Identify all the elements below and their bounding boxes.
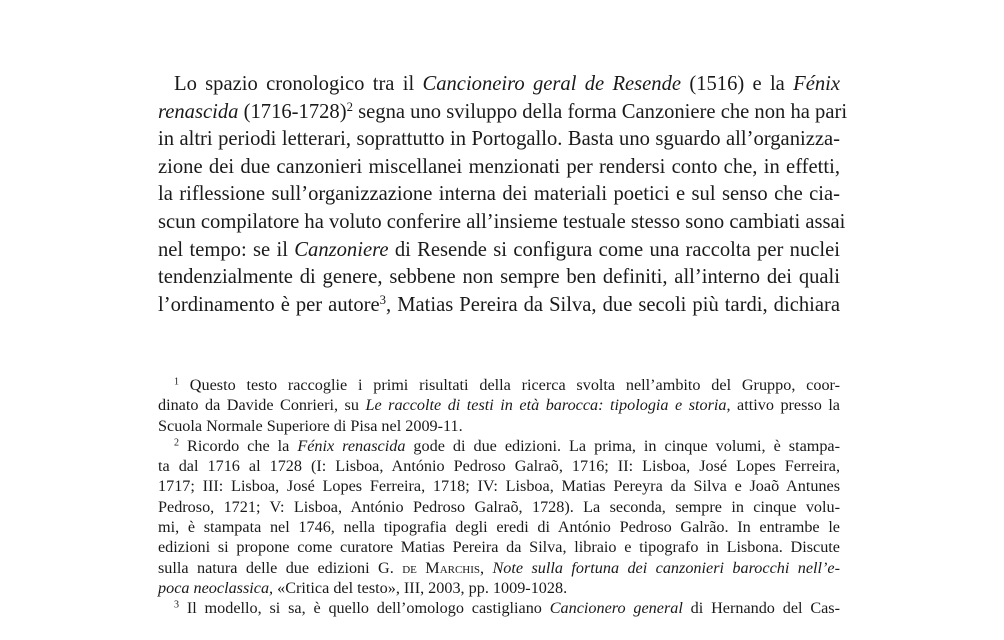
footnotes bbox=[158, 375, 840, 619]
paragraph-line: in altri periodi letterari, soprattutto in Portogallo. Basta uno sguardo all’organizza- bbox=[158, 128, 840, 151]
paragraph-line: zione dei due canzonieri miscellanei menzionati per rendersi conto che, in effetti, bbox=[158, 155, 840, 178]
footnote-2: $^2$ Ricordo che la Fénix renascida gode di due edizioni. La prima, in cinque volumi, è stampa- ta dal 1716 al 1728 (I: Lisboa, António Pedroso Galraõ, 1716; II: Lisboa, José Lopes Ferreira, 1717; III: Lisboa, José Lopes Ferreira, 1718; IV: Lisboa, Matias Pereyra da Silva e Joaõ Antunes Pedroso, 1721; V: Lisboa, António Pedroso Galraõ, 1728). La seconda, sempre in cinque volu- mi, è stampata nel 1746, nella tipografia degli eredi di António Pedroso Galrão. In entrambe le edizioni si propone come curatore Matias Pereira da Silva, libraio e tipografo in Lisbona. Discute sulla natura delle due edizioni G. de Marchis, Note sulla fortuna dei canzonieri barocchi nell’e- poca neoclassica, «Critica del testo», III, 2003, pp. 1009-1028. bbox=[158, 436, 841, 597]
paragraph-line: renascida (1716-1728)$^2$ segna uno sviluppo della forma Canzoniere che non ha pari bbox=[158, 99, 848, 123]
paragraph-line: scun compilatore ha voluto conferire all’insieme testuale stesso sono cambiati assai bbox=[158, 210, 846, 233]
footnote-number: 1 bbox=[174, 376, 180, 388]
footnote-ref-2[interactable]: 2 bbox=[346, 99, 353, 114]
paragraph-line: nel tempo: se il Canzoniere di Resende si configura come una raccolta per nuclei bbox=[158, 238, 840, 261]
footnote-1: $^1$ Questo testo raccoglie i primi risultati della ricerca svolta nell’ambito del Gruppo, coor- dinato da Davide Conrieri, su Le raccolte di testi in età barocca: tipologia e storia, attivo presso la Scuola Normale Superiore di Pisa nel 2009-11. bbox=[158, 376, 840, 435]
main-paragraph bbox=[158, 71, 848, 319]
paragraph-line: Lo spazio cronologico tra il Cancioneiro geral de Resende (1516) e la Fénix bbox=[174, 73, 840, 95]
paragraph-line: tendenzialmente di genere, sebbene non sempre ben definiti, all’interno dei quali bbox=[158, 266, 840, 289]
footnote-3: $^3$ Il modello, si sa, è quello dell’omologo castigliano Cancionero general di Hernando del Cas- bbox=[174, 599, 840, 618]
footnote-ref-3[interactable]: 3 bbox=[379, 292, 387, 307]
paragraph-line: l’ordinamento è per autore$^3$, Matias Pereira da Silva, due secoli più tardi, dichiara bbox=[158, 292, 840, 316]
paragraph-line: la riflessione sull’organizzazione interna dei materiali poetici e sul senso che cia- bbox=[158, 183, 840, 206]
footnote-number: 3 bbox=[174, 599, 180, 611]
footnote-number: 2 bbox=[174, 437, 180, 449]
